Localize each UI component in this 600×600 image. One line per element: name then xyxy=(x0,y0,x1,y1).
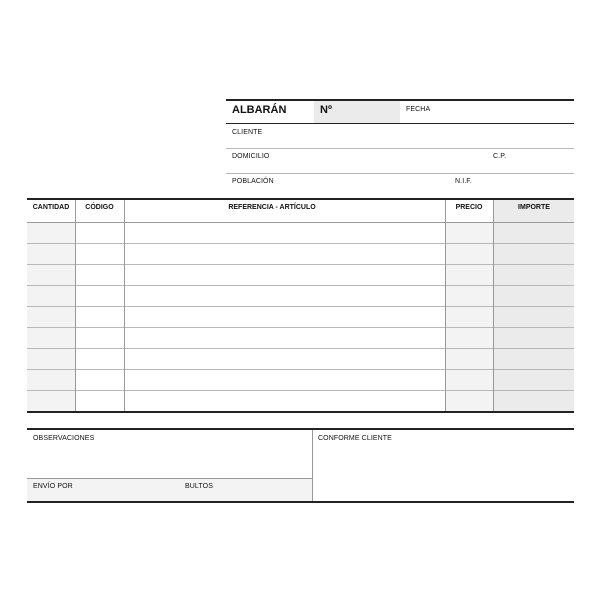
client-approval-field[interactable] xyxy=(313,445,574,500)
header-rule-1 xyxy=(226,123,574,124)
code-cell[interactable] xyxy=(76,391,124,411)
code-cell[interactable] xyxy=(76,370,124,390)
reference-cell[interactable] xyxy=(125,244,445,264)
price-cell[interactable] xyxy=(446,223,493,243)
amount-cell[interactable] xyxy=(494,307,574,327)
city-label: POBLACIÓN xyxy=(232,178,274,185)
column-header-price: PRECIO xyxy=(455,204,483,211)
observations-field[interactable] xyxy=(27,445,312,477)
price-cell[interactable] xyxy=(446,328,493,348)
amount-cell[interactable] xyxy=(494,244,574,264)
column-header-reference: REFERENCIA - ARTÍCULO xyxy=(228,204,316,211)
price-cell[interactable] xyxy=(446,307,493,327)
footer-top-rule xyxy=(27,428,574,430)
observations-label: OBSERVACIONES xyxy=(33,435,95,442)
quantity-cell[interactable] xyxy=(27,307,75,327)
reference-cell[interactable] xyxy=(125,265,445,285)
price-cell[interactable] xyxy=(446,286,493,306)
shipping-label: ENVÍO POR xyxy=(33,483,73,490)
price-cell[interactable] xyxy=(446,244,493,264)
amount-cell[interactable] xyxy=(494,223,574,243)
price-cell[interactable] xyxy=(446,349,493,369)
reference-cell[interactable] xyxy=(125,286,445,306)
amount-cell[interactable] xyxy=(494,328,574,348)
code-cell[interactable] xyxy=(76,328,124,348)
column-header-amount: IMPORTE xyxy=(518,204,550,211)
amount-cell[interactable] xyxy=(494,349,574,369)
amount-cell[interactable] xyxy=(494,391,574,411)
footer-bottom-rule xyxy=(27,501,574,503)
quantity-cell[interactable] xyxy=(27,223,75,243)
client-approval-label: CONFORME CLIENTE xyxy=(318,435,392,442)
amount-cell[interactable] xyxy=(494,370,574,390)
table-top-rule xyxy=(27,198,574,200)
table-bottom-rule xyxy=(27,411,574,413)
tax-id-label: N.I.F. xyxy=(455,178,472,185)
column-header-quantity: CANTIDAD xyxy=(32,204,70,211)
reference-cell[interactable] xyxy=(125,328,445,348)
quantity-cell[interactable] xyxy=(27,265,75,285)
price-cell[interactable] xyxy=(446,370,493,390)
header-rule-2 xyxy=(226,148,574,149)
reference-cell[interactable] xyxy=(125,391,445,411)
column-header-code: CÓDIGO xyxy=(85,204,114,211)
postal-code-label: C.P. xyxy=(493,153,507,160)
code-cell[interactable] xyxy=(76,265,124,285)
quantity-cell[interactable] xyxy=(27,370,75,390)
reference-cell[interactable] xyxy=(125,223,445,243)
code-cell[interactable] xyxy=(76,244,124,264)
quantity-cell[interactable] xyxy=(27,328,75,348)
reference-cell[interactable] xyxy=(125,349,445,369)
amount-cell[interactable] xyxy=(494,286,574,306)
quantity-cell[interactable] xyxy=(27,349,75,369)
quantity-cell[interactable] xyxy=(27,391,75,411)
packages-label: BULTOS xyxy=(185,483,213,490)
quantity-cell[interactable] xyxy=(27,244,75,264)
code-cell[interactable] xyxy=(76,223,124,243)
header-top-rule xyxy=(226,99,574,101)
price-cell[interactable] xyxy=(446,265,493,285)
address-label: DOMICILIO xyxy=(232,153,270,160)
price-cell[interactable] xyxy=(446,391,493,411)
code-cell[interactable] xyxy=(76,307,124,327)
client-label: CLIENTE xyxy=(232,129,263,136)
footer-inner-rule xyxy=(27,478,312,479)
number-label: Nº xyxy=(320,104,332,116)
reference-cell[interactable] xyxy=(125,370,445,390)
code-cell[interactable] xyxy=(76,286,124,306)
amount-cell[interactable] xyxy=(494,265,574,285)
document-title: ALBARÁN xyxy=(232,104,287,116)
quantity-cell[interactable] xyxy=(27,286,75,306)
code-cell[interactable] xyxy=(76,349,124,369)
date-label: FECHA xyxy=(406,106,431,113)
reference-cell[interactable] xyxy=(125,307,445,327)
header-rule-3 xyxy=(226,173,574,174)
